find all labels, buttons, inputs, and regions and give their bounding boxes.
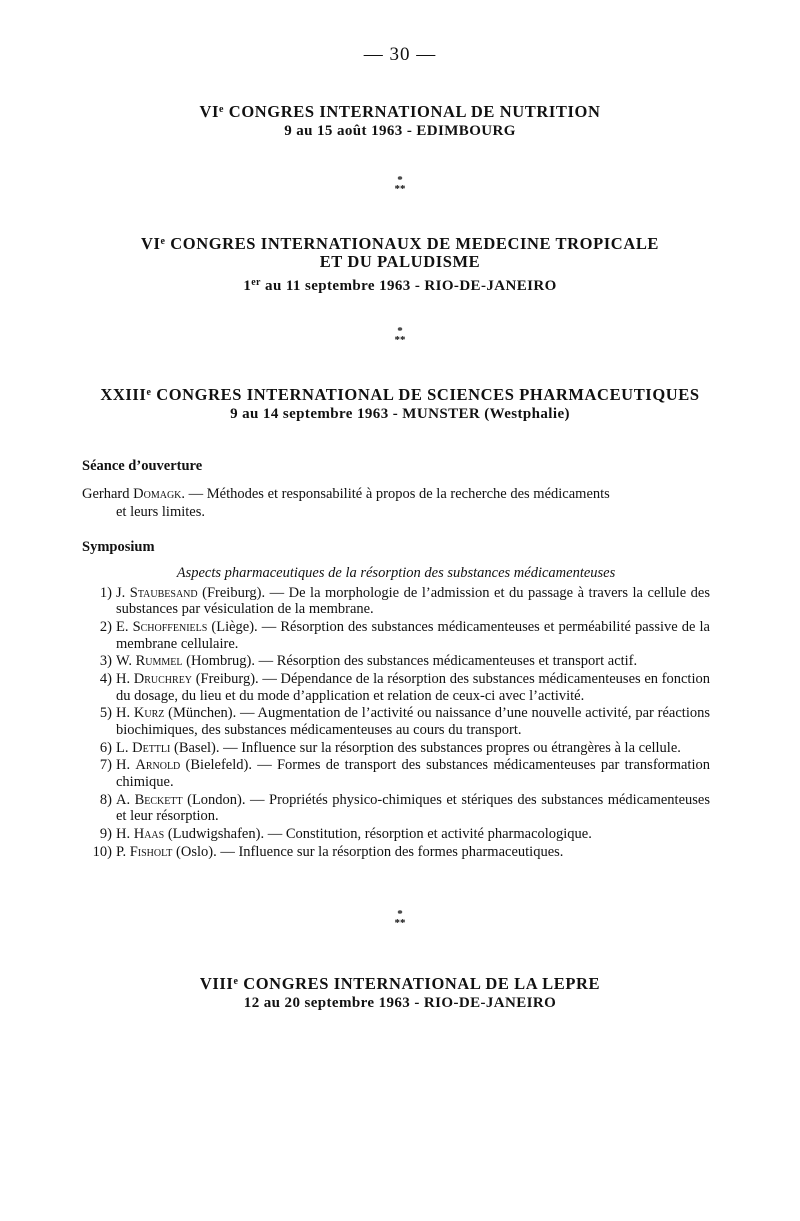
- item-number: 1): [99, 585, 112, 601]
- list-item: [82, 740, 710, 756]
- item-number: 6): [99, 739, 112, 756]
- item-text: (München). — Augmentation de l’activité ou naissance d’une nouvelle activité, par réactions biochimiques, des substances médicamenteuses au cours du transport.: [116, 705, 710, 738]
- title-text: CONGRES INTERNATIONAL DE LA LEPRE: [238, 974, 601, 993]
- author-initial: L.: [116, 739, 133, 756]
- item-text: (Oslo). — Influence sur la résorption des formes pharmaceutiques.: [172, 843, 564, 860]
- congress-title: [0, 384, 800, 404]
- congress-title-line2: ET DU PALUDISME: [319, 252, 481, 271]
- title-superscript: e: [146, 387, 152, 398]
- opening-session-heading: Séance d’ouverture: [82, 458, 203, 474]
- symposium-list: [82, 585, 710, 861]
- symposium-subtitle: Aspects pharmaceutiques de la résorption des substances médicamenteuses: [176, 565, 616, 581]
- title-prefix: VI: [140, 234, 161, 253]
- item-number: 4): [99, 671, 112, 688]
- page-number: — 30 —: [363, 44, 437, 65]
- item-number: 3): [99, 653, 112, 670]
- author-name: Kurz: [133, 705, 165, 722]
- list-item: [82, 757, 710, 790]
- list-item: [82, 585, 710, 618]
- title-text: CONGRES INTERNATIONAL DE NUTRITION: [224, 102, 601, 121]
- separator-asterism: [0, 176, 800, 194]
- symposium-heading: Symposium: [82, 539, 155, 555]
- author-last-name: Domagk: [133, 486, 182, 502]
- congress-pharmaceutical-sciences: [0, 384, 800, 424]
- author-name: Dettli: [132, 739, 171, 756]
- item-number: 10): [92, 843, 112, 860]
- list-item: [82, 844, 710, 860]
- author-name: Staubesand: [129, 585, 198, 601]
- separator-asterism: [0, 327, 800, 345]
- title-prefix: XXIII: [100, 385, 147, 404]
- asterism-top: *: [397, 325, 403, 337]
- author-initial: J.: [116, 585, 130, 601]
- item-text: (Bielefeld). — Formes de transport des substances médicamenteuses par transformation chimique.: [116, 757, 710, 790]
- congress-dates: 12 au 20 septembre 1963 - RIO-DE-JANEIRO: [243, 995, 557, 1011]
- author-initial: H.: [116, 825, 134, 842]
- item-text: (Liège). — Résorption des substances médicamenteuses et perméabilité passive de la membrane cellulaire.: [116, 619, 710, 652]
- author-name: Druchrey: [133, 671, 193, 688]
- dates-text: au 11 septembre 1963 - RIO-DE-JANEIRO: [260, 278, 557, 294]
- author-name: Fisholt: [129, 843, 173, 860]
- author-name: Arnold: [135, 757, 181, 774]
- dates-superscript: er: [251, 277, 261, 288]
- congress-nutrition: [0, 101, 800, 141]
- congress-title: [0, 101, 800, 121]
- list-item: [82, 826, 710, 842]
- item-text: (Basel). — Influence sur la résorption des substances propres ou étrangères à la cellule.: [170, 739, 681, 756]
- list-item: [82, 671, 710, 704]
- item-number: 2): [99, 619, 112, 636]
- title-text: CONGRES INTERNATIONAUX DE MEDECINE TROPICALE: [165, 234, 660, 253]
- author-initial: H.: [116, 671, 134, 688]
- congress-dates: 9 au 14 septembre 1963 - MUNSTER (Westphalie): [230, 406, 570, 422]
- asterism-bottom: **: [394, 334, 406, 346]
- author-initial: H.: [116, 705, 134, 722]
- dates-prefix: 1: [243, 278, 252, 294]
- author-name: Beckett: [134, 791, 183, 808]
- author-initial: H.: [116, 757, 136, 774]
- congress-title: [0, 973, 800, 993]
- author-name: Schoffeniels: [132, 619, 208, 636]
- item-number: 5): [99, 705, 112, 722]
- author-initial: A.: [116, 791, 135, 808]
- item-number: 8): [99, 791, 112, 808]
- list-item: [82, 619, 710, 652]
- separator-asterism: [0, 910, 800, 928]
- list-item: [82, 792, 710, 825]
- author-initial: E.: [116, 619, 133, 636]
- author-initial: W.: [116, 653, 136, 670]
- opening-session-entry: [82, 485, 710, 521]
- title-prefix: VI: [199, 102, 220, 121]
- list-item: [82, 653, 710, 669]
- congress-tropical-medicine: [0, 233, 800, 296]
- item-text: (Ludwigshafen). — Constitution, résorption et activité pharmacologique.: [164, 825, 592, 842]
- asterism-bottom: **: [394, 183, 406, 195]
- author-first-name: Gerhard: [82, 486, 134, 502]
- congress-title: [0, 233, 800, 253]
- item-text: (Freiburg). — Dépendance de la résorption des substances médicamenteuses en fonction du dosage, du lieu et du mode d’application et relation de ceux-ci avec l’activité.: [116, 671, 710, 704]
- item-number: 7): [99, 757, 112, 774]
- item-text: (London). — Propriétés physico-chimiques et stériques des substances médicamenteuses et leur résorption.: [116, 791, 710, 825]
- title-text: CONGRES INTERNATIONAL DE SCIENCES PHARMACEUTIQUES: [151, 385, 700, 404]
- title-superscript: e: [233, 976, 239, 987]
- asterism-top: *: [397, 174, 403, 186]
- entry-text: . — Méthodes et responsabilité à propos de la recherche des médicaments: [181, 486, 610, 502]
- asterism-bottom: **: [394, 917, 406, 929]
- asterism-top: *: [397, 908, 403, 920]
- title-superscript: e: [160, 236, 166, 247]
- congress-leprosy: [0, 973, 800, 1013]
- author-name: Haas: [133, 825, 165, 842]
- author-name: Rummel: [135, 653, 183, 670]
- item-text: (Freiburg). — De la morphologie de l’admission et du passage à travers la cellule des substances par vésiculation de la membrane.: [116, 585, 710, 618]
- item-text: (Hombrug). — Résorption des substances médicamenteuses et transport actif.: [182, 653, 638, 670]
- entry-text-continued: et leurs limites.: [116, 504, 205, 520]
- congress-dates: 9 au 15 août 1963 - EDIMBOURG: [284, 123, 516, 139]
- title-prefix: VIII: [199, 974, 234, 993]
- congress-dates: [0, 273, 800, 296]
- author-initial: P.: [116, 843, 130, 860]
- list-item: [82, 705, 710, 738]
- item-number: 9): [99, 825, 112, 842]
- title-superscript: e: [219, 104, 225, 115]
